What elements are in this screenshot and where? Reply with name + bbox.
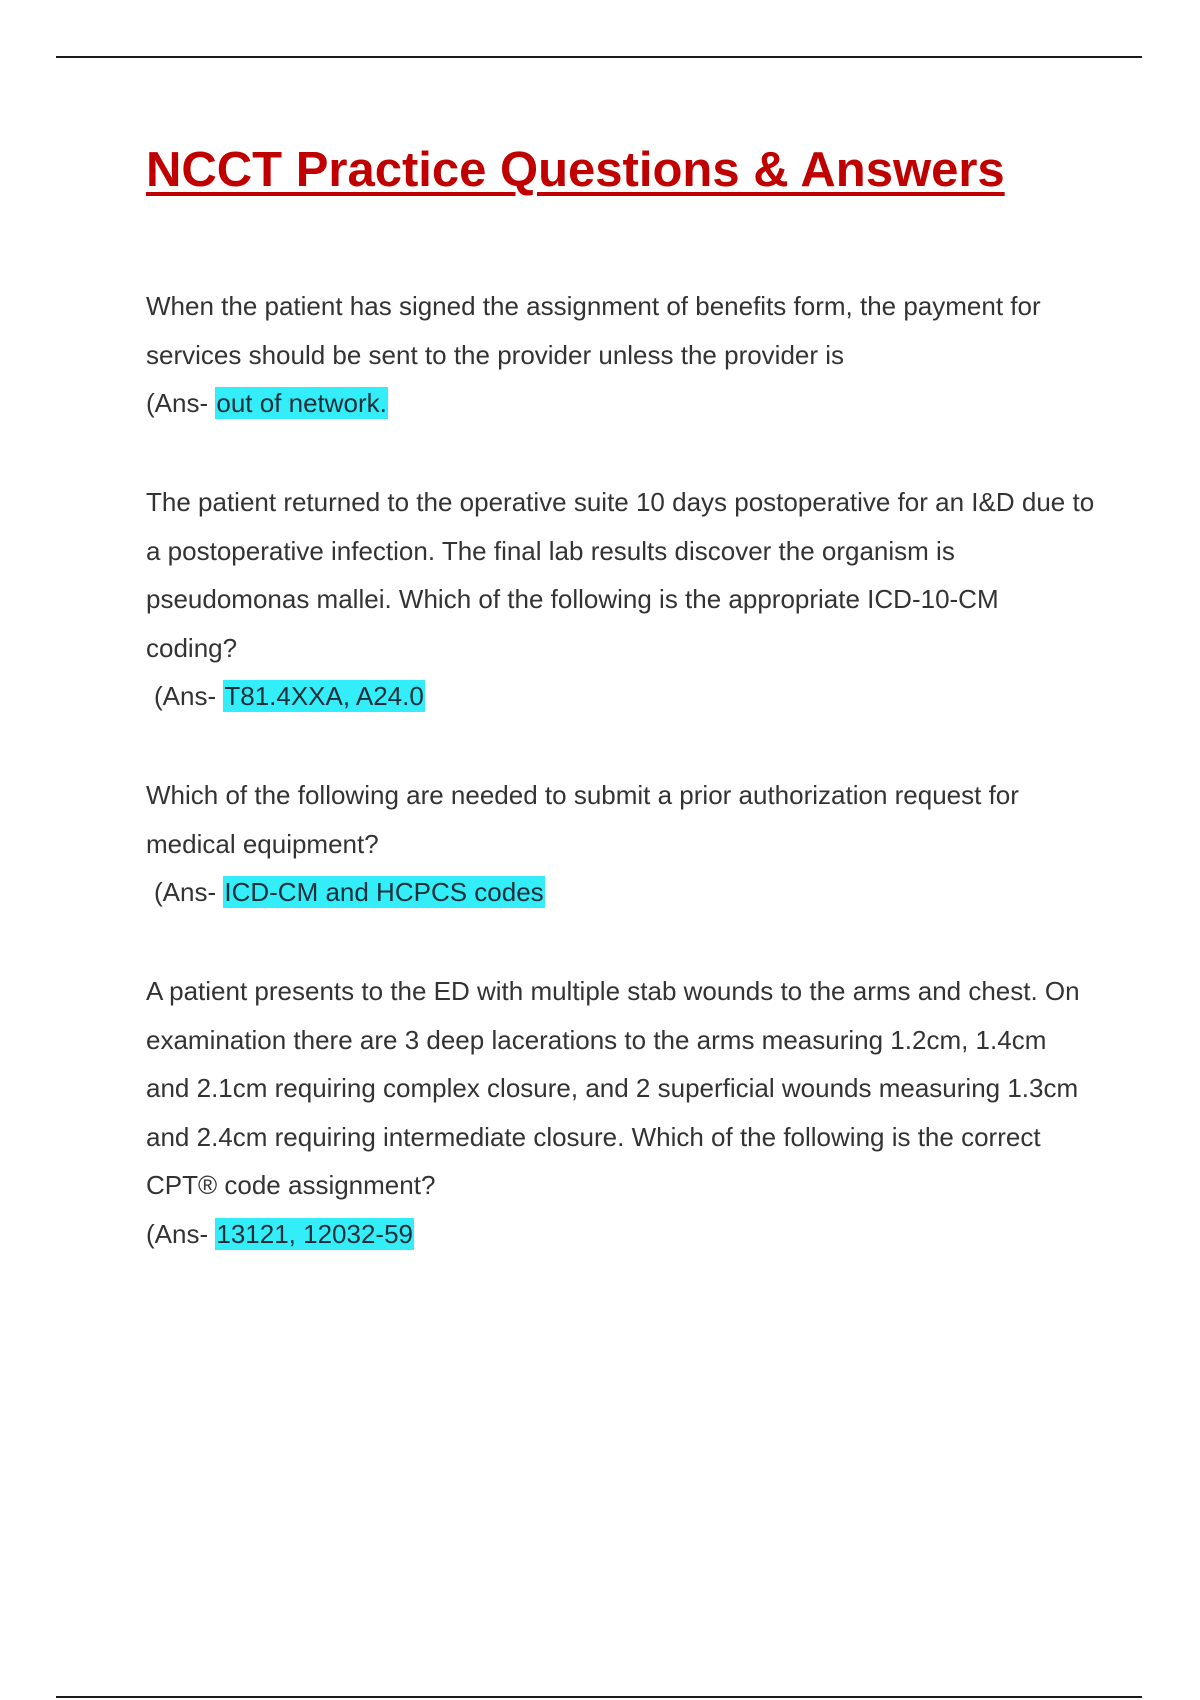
question-text: When the patient has signed the assignment of benefits form, the payment for services should be sent to the provider unless the provider is — [146, 291, 1041, 370]
answer-highlight: ICD-CM and HCPCS codes — [224, 877, 544, 907]
question-text: Which of the following are needed to submit a prior authorization request for medical equipment? — [146, 780, 1019, 859]
qa-item — [146, 771, 1096, 917]
question-text: A patient presents to the ED with multiple stab wounds to the arms and chest. On examination there are 3 deep lacerations to the arms measuring 1.2cm, 1.4cm and 2.1cm requiring complex closure, and 2 superficial wounds measuring 1.3cm and 2.4cm requiring intermediate closure. Which of the following is the correct CPT® code assignment? — [146, 976, 1080, 1200]
top-divider — [56, 56, 1142, 58]
answer-prefix: (Ans- — [146, 388, 209, 418]
answer-prefix: (Ans- — [154, 681, 217, 711]
answer-line — [146, 868, 1096, 917]
qa-item — [146, 967, 1096, 1258]
bottom-divider — [56, 1696, 1142, 1698]
answer-highlight: 13121, 12032-59 — [216, 1218, 413, 1249]
document-title: NCCT Practice Questions & Answers — [146, 143, 1005, 197]
answer-line — [146, 672, 1096, 721]
answer-highlight: T81.4XXA, A24.0 — [224, 681, 424, 711]
qa-item — [146, 478, 1096, 721]
qa-item — [146, 282, 1096, 428]
answer-prefix: (Ans- — [146, 1218, 209, 1249]
answer-highlight: out of network. — [216, 388, 387, 418]
question-text: The patient returned to the operative suite 10 days postoperative for an I&D due to a postoperative infection. The final lab results discover the organism is pseudomonas mallei. Which of the following is the appropriate ICD-10-CM coding? — [146, 487, 1095, 663]
answer-line — [146, 379, 1096, 428]
answer-prefix: (Ans- — [154, 877, 217, 907]
answer-line — [146, 1210, 1096, 1259]
